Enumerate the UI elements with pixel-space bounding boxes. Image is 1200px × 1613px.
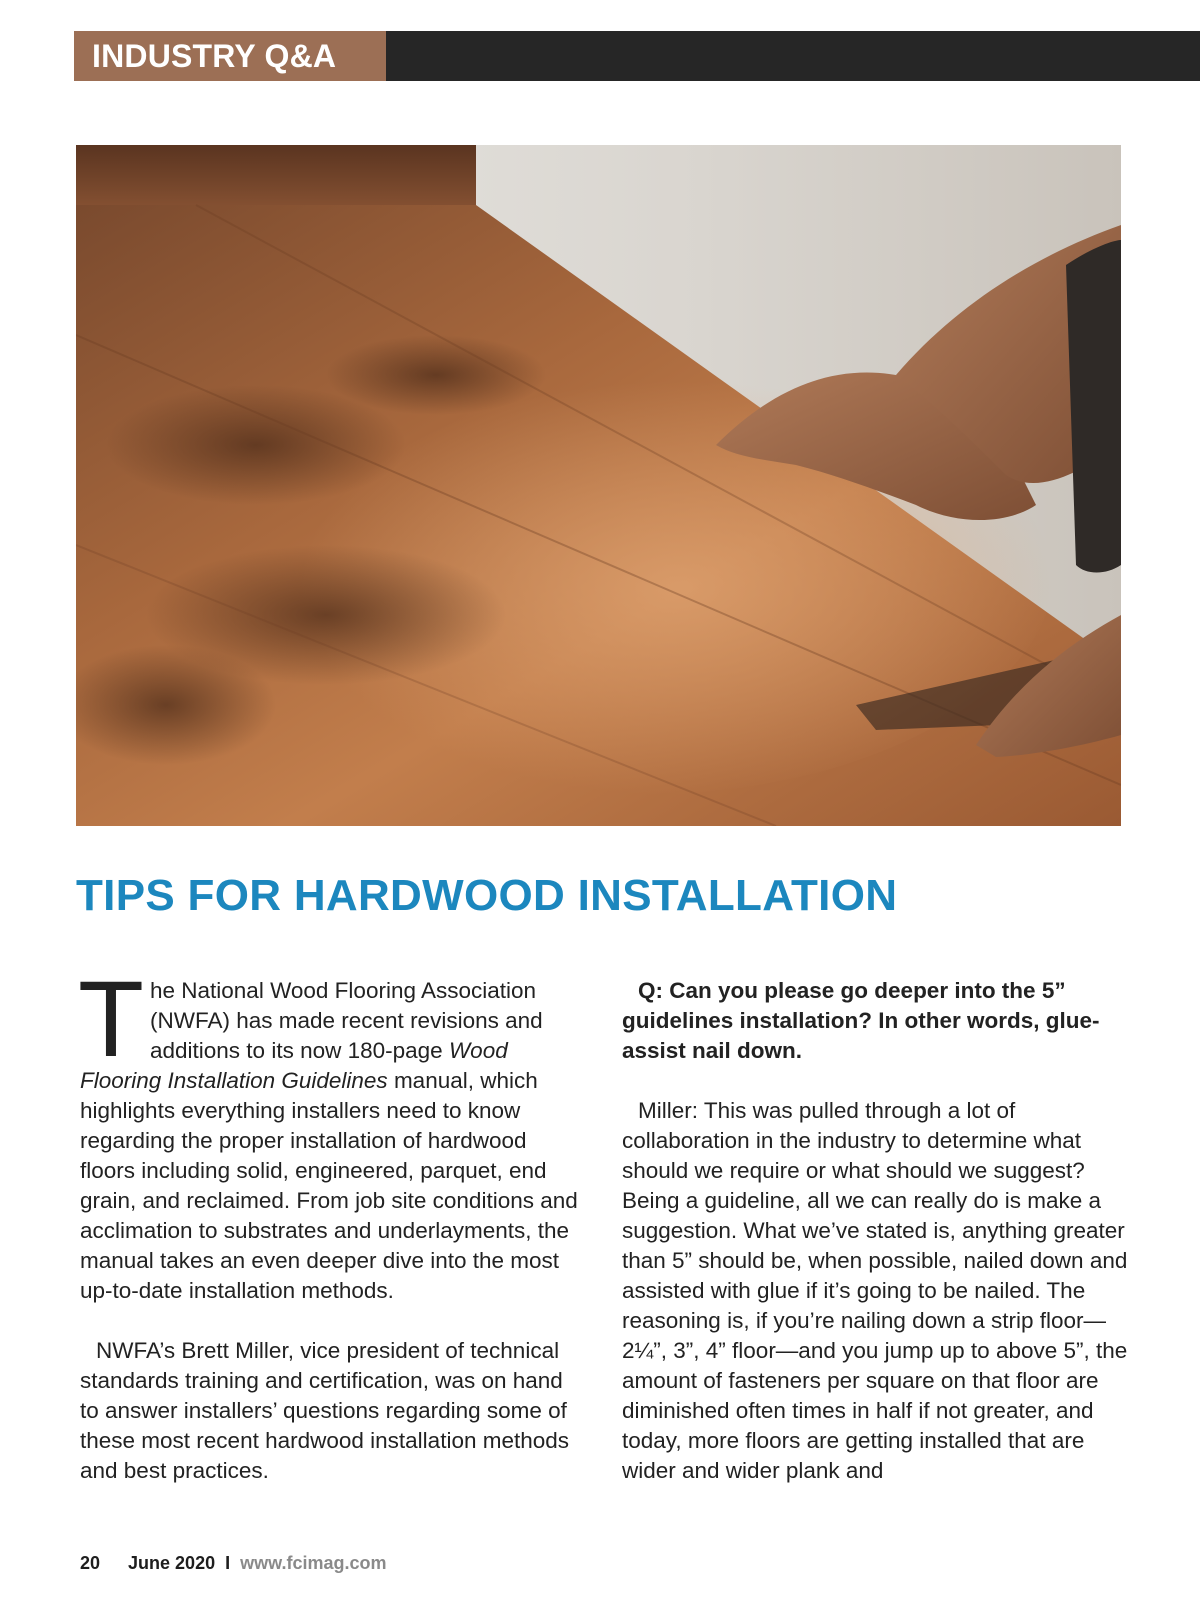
intro-text-2: manual, which highlights everything installers need to know regarding the proper installation of hardwood floors including solid, engineered, parquet, end grain, and reclaimed. From job site conditions and acclimation to substrates and underlayments, the manual takes an even deeper dive into the most up-to-date installation methods. — [80, 1068, 578, 1303]
section-tab: INDUSTRY Q&A — [74, 31, 386, 81]
intro-text-1: he National Wood Flooring Association (NWFA) has made recent revisions and additions to its now 180-page — [149, 978, 543, 1063]
hero-image — [76, 145, 1121, 826]
guidelines-title: Wood Flooring Installation Guidelines — [80, 1038, 508, 1093]
article-headline: TIPS FOR HARDWOOD INSTALLATION — [76, 871, 898, 920]
intro-paragraph-2: NWFA’s Brett Miller, vice president of technical standards training and certification, was on hand to answer installers’ questions regarding some of these most recent hardwood installation methods and best practices. — [80, 1338, 570, 1483]
left-column — [78, 958, 586, 1486]
website-link[interactable]: www.fcimag.com — [240, 1553, 387, 1573]
question: Q: Can you please go deeper into the 5” guidelines installation? In other words, glue-assist nail down. — [622, 978, 1100, 1063]
intro-paragraph — [78, 958, 586, 1306]
drop-cap: T — [78, 958, 144, 1079]
right-column — [622, 976, 1128, 1486]
page-footer — [80, 1553, 386, 1574]
issue-date: June 2020 — [128, 1553, 216, 1573]
page-number: 20 — [80, 1553, 101, 1573]
answer: Miller: This was pulled through a lot of collaboration in the industry to determine what should we require or what should we suggest? Being a guideline, all we can really do is make a suggestion. What we’ve stated is, anything greater than 5” should be, when possible, nailed down and assisted with glue if it’s going to be nailed. The reasoning is, if you’re nailing down a strip floor—2¼”, 3”, 4” floor—and you jump up to above 5”, the amount of fasteners per square on that floor are diminished often times in half if not greater, and today, more floors are getting installed that are wider and wider plank and — [622, 1098, 1128, 1483]
footer-separator: I — [225, 1553, 231, 1573]
